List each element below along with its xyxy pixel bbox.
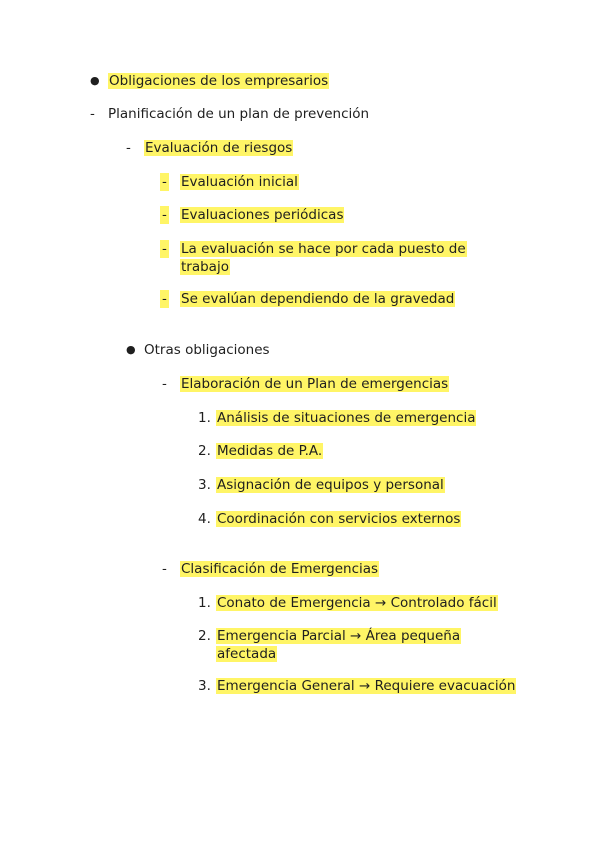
item-text-continuation: afectada	[217, 646, 277, 662]
list-item-level3	[162, 206, 344, 224]
dash-marker: -	[162, 561, 167, 577]
item-text: Conato de Emergencia → Controlado fácil	[217, 595, 497, 611]
numbered-item	[198, 476, 445, 494]
dash-marker: -	[126, 140, 131, 156]
item-text-continuation: trabajo	[181, 259, 229, 275]
list-item-level2	[126, 341, 270, 359]
item-text: Análisis de situaciones de emergencia	[217, 410, 476, 426]
number-marker: 4.	[198, 511, 211, 527]
list-item-level3	[162, 240, 467, 276]
item-text: La evaluación se hace por cada puesto de	[181, 241, 466, 257]
numbered-item	[198, 627, 461, 663]
item-text: Clasificación de Emergencias	[181, 561, 379, 577]
dash-marker: -	[162, 241, 167, 257]
item-text: Se evalúan dependiendo de la gravedad	[181, 291, 455, 307]
item-text: Emergencia General → Requiere evacuación	[217, 678, 516, 694]
item-text: Medidas de P.A.	[217, 443, 323, 459]
bullet-marker: ●	[126, 343, 136, 356]
item-text: Otras obligaciones	[144, 342, 270, 358]
list-item-level3	[162, 290, 455, 308]
dash-marker: -	[162, 207, 167, 223]
list-item-level1	[90, 105, 370, 123]
number-marker: 1.	[198, 410, 211, 426]
dash-marker: -	[162, 376, 167, 392]
list-item-level3	[162, 173, 299, 191]
dash-marker: -	[162, 291, 167, 307]
item-text: Coordinación con servicios externos	[217, 511, 461, 527]
number-marker: 3.	[198, 477, 211, 493]
item-text: Evaluación inicial	[181, 174, 298, 190]
item-text: Obligaciones de los empresarios	[109, 73, 329, 89]
dash-marker: -	[90, 106, 95, 122]
item-text: Elaboración de un Plan de emergencias	[181, 376, 449, 392]
bullet-marker: ●	[90, 74, 100, 87]
number-marker: 1.	[198, 595, 211, 611]
numbered-item	[198, 409, 476, 427]
list-item-level3	[162, 560, 379, 578]
numbered-item	[198, 594, 498, 612]
number-marker: 2.	[198, 628, 211, 644]
item-text: Evaluación de riesgos	[145, 140, 293, 156]
list-item-level2	[126, 139, 293, 157]
item-text: Asignación de equipos y personal	[217, 477, 444, 493]
item-text: Evaluaciones periódicas	[181, 207, 344, 223]
item-text: Planificación de un plan de prevención	[108, 106, 370, 122]
numbered-item	[198, 677, 516, 695]
number-marker: 3.	[198, 678, 211, 694]
item-text: Emergencia Parcial → Área pequeña	[217, 628, 461, 644]
list-item-level1	[90, 72, 329, 90]
numbered-item	[198, 442, 323, 460]
number-marker: 2.	[198, 443, 211, 459]
numbered-item	[198, 510, 461, 528]
list-item-level3	[162, 375, 449, 393]
dash-marker: -	[162, 174, 167, 190]
